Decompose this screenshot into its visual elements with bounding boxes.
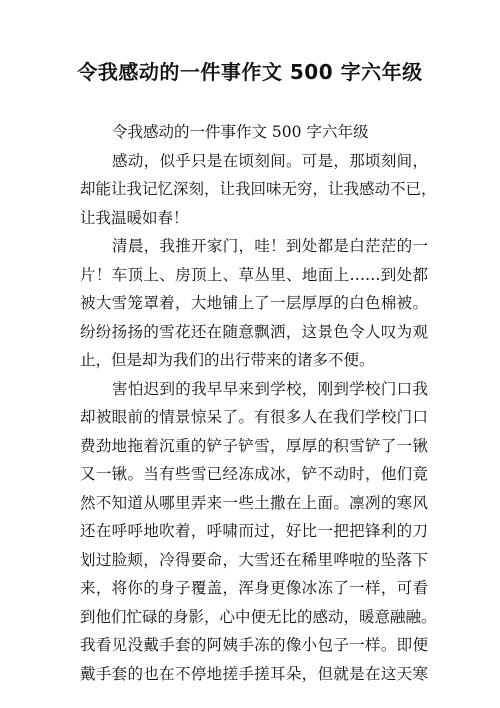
text-line: 费劲地拖着沉重的铲子铲雪，厚厚的积雪铲了一锹 bbox=[80, 436, 428, 455]
text-line: 然不知道从哪里弄来一些土撒在上面。凛冽的寒风 bbox=[80, 493, 428, 512]
document-body bbox=[80, 118, 437, 688]
text-line: 清晨，我推开家门，哇！到处都是白茫茫的一 bbox=[112, 237, 428, 255]
text-line: 纷纷扬扬的雪花还在随意飘洒，这景色令人叹为观 bbox=[80, 322, 428, 341]
text-line: 令我感动的一件事作文 500 字六年级 bbox=[112, 123, 369, 141]
text-line: 片！车顶上、房顶上、草丛里、地面上……到处都 bbox=[80, 265, 428, 284]
text-line: 止，但是却为我们的出行带来的诸多不便。 bbox=[80, 351, 375, 369]
text-line: 我看见没戴手套的阿姨手冻的像小包子一样。即便 bbox=[80, 636, 428, 654]
text-line: 戴手套的也在不停地搓手搓耳朵，但就是在这天寒 bbox=[80, 664, 428, 683]
text-line: 划过脸颊，冷得要命，大雪还在稀里哗啦的坠落下 bbox=[80, 550, 428, 569]
text-line: 又一锹。当有些雪已经冻成冰，铲不动时，他们竟 bbox=[80, 465, 428, 483]
text-line: 害怕迟到的我早早来到学校，刚到学校门口我 bbox=[112, 379, 428, 398]
text-line: 让我温暖如春！ bbox=[80, 208, 189, 227]
text-line: 到他们忙碌的身影，心中便无比的感动，暖意融融。 bbox=[80, 607, 437, 626]
text-line: 感动，似乎只是在顷刻间。可是，那顷刻间， bbox=[112, 151, 428, 170]
document-title: 令我感动的一件事作文 500 字六年级 bbox=[77, 60, 423, 84]
text-line: 却被眼前的情景惊呆了。有很多人在我们学校门口 bbox=[80, 408, 428, 426]
text-line: 来，将你的身子覆盖，浑身更像冰冻了一样，可看 bbox=[80, 579, 428, 597]
text-line: 却能让我记忆深刻，让我回味无穷，让我感动不已， bbox=[80, 180, 437, 198]
text-line: 被大雪笼罩着，大地铺上了一层厚厚的白色棉被。 bbox=[80, 294, 428, 312]
text-line: 还在呼呼地吹着，呼啸而过，好比一把把锋利的刀 bbox=[80, 522, 428, 540]
